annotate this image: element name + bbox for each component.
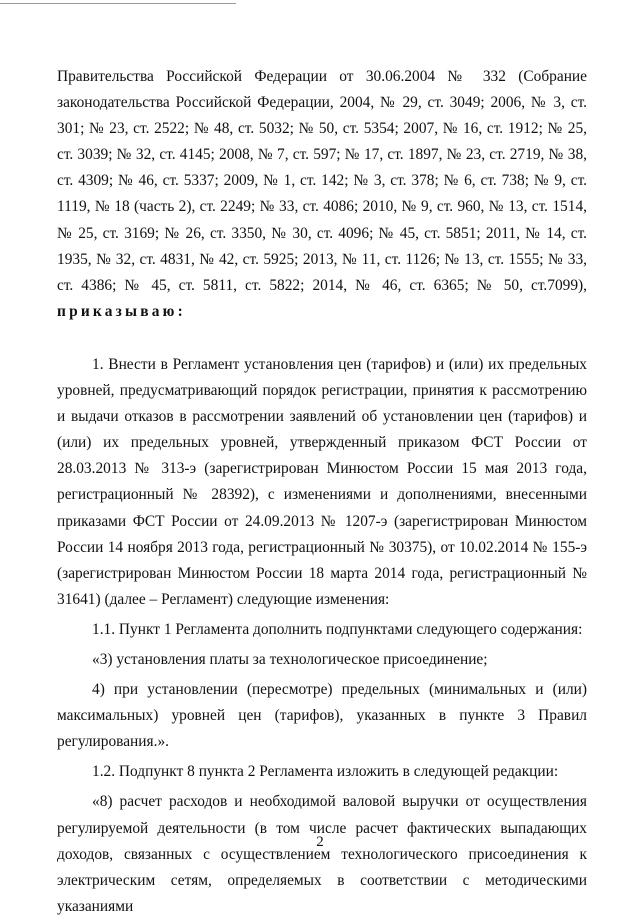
paragraph-sub-4: 4) при установлении (пересмотре) предельных (минимальных и (или) максимальных) уровней цен (тарифов), указанных в пункте 3 Правил регулирования.».	[57, 681, 587, 751]
page-number: 2	[316, 834, 324, 850]
paragraph-1: 1. Внести в Регламент установления цен (тарифов) и (или) их предельных уровней, предусматривающий порядок регистрации, принятия к рассмотрению и выдачи отказов в рассмотрении заявлений об установлении цен (тарифов) и (или) их предельных уровней, утвержденный приказом ФСТ России от 28.03.2013 № 313-э (зарегистрирован Минюстом России 15 мая 2013 года, регистрационный № 28392), с изменениями и дополнениями, внесенными приказами ФСТ России от 24.09.2013 № 1207-э (зарегистрирован Минюстом России 14 ноября 2013 года, регистрационный № 30375), от 10.02.2014 № 155-э (зарегистрирован Минюстом России 18 марта 2014 года, регистрационный № 31641) (далее – Регламент) следующие изменения:	[57, 355, 587, 608]
order-word: приказываю:	[57, 302, 186, 320]
paragraph-1-2: 1.2. Подпункт 8 пункта 2 Регламента изложить в следующей редакции:	[92, 763, 559, 781]
intro-text: Правительства Российской Федерации от 30.06.2004 № 332 (Собрание законодательства Российской Федерации, 2004, № 29, ст. 3049; 2006, № 3, ст. 301; № 23, ст. 2522; № 48, ст. 5032; № 50, ст. 5354; 2007, № 16, ст. 1912; № 25, ст. 3039; № 32, ст. 4145; 2008, № 7, ст. 597; № 17, ст. 1897, № 23, ст. 2719, № 38, ст. 4309; № 46, ст. 5337; 2009, № 1, ст. 142; № 3, ст. 378; № 6, ст. 738; № 9, ст. 1119, № 18 (часть 2), ст. 2249; № 33, ст. 4086; 2010, № 9, ст. 960, № 13, ст. 1514, № 25, ст. 3169; № 26, ст. 3350, № 30, ст. 4096; № 45, ст. 5851; 2011, № 14, ст. 1935, № 32, ст. 4831, № 42, ст. 5925; 2013, № 11, ст. 1126; № 13, ст. 1555; № 33, ст. 4386; № 45, ст. 5811, ст. 5822; 2014, № 46, ст. 6365; № 50, ст.7099),	[57, 68, 587, 294]
intro-paragraph	[57, 64, 587, 325]
paragraph-1-1: 1.1. Пункт 1 Регламента дополнить подпунктами следующего содержания:	[92, 620, 583, 638]
document-page	[57, 64, 587, 920]
paragraph-sub-8: «8) расчет расходов и необходимой валовой выручки от осуществления регулируемой деятельности (в том числе расчет фактических выпадающих доходов, связанных с осуществлением технологического присоединения к электрическим сетям, определяемых в соответствии с методическими указаниями	[57, 793, 587, 915]
top-edge-line	[0, 3, 236, 4]
paragraph-sub-3: «3) установления платы за технологическое присоединение;	[92, 650, 488, 668]
